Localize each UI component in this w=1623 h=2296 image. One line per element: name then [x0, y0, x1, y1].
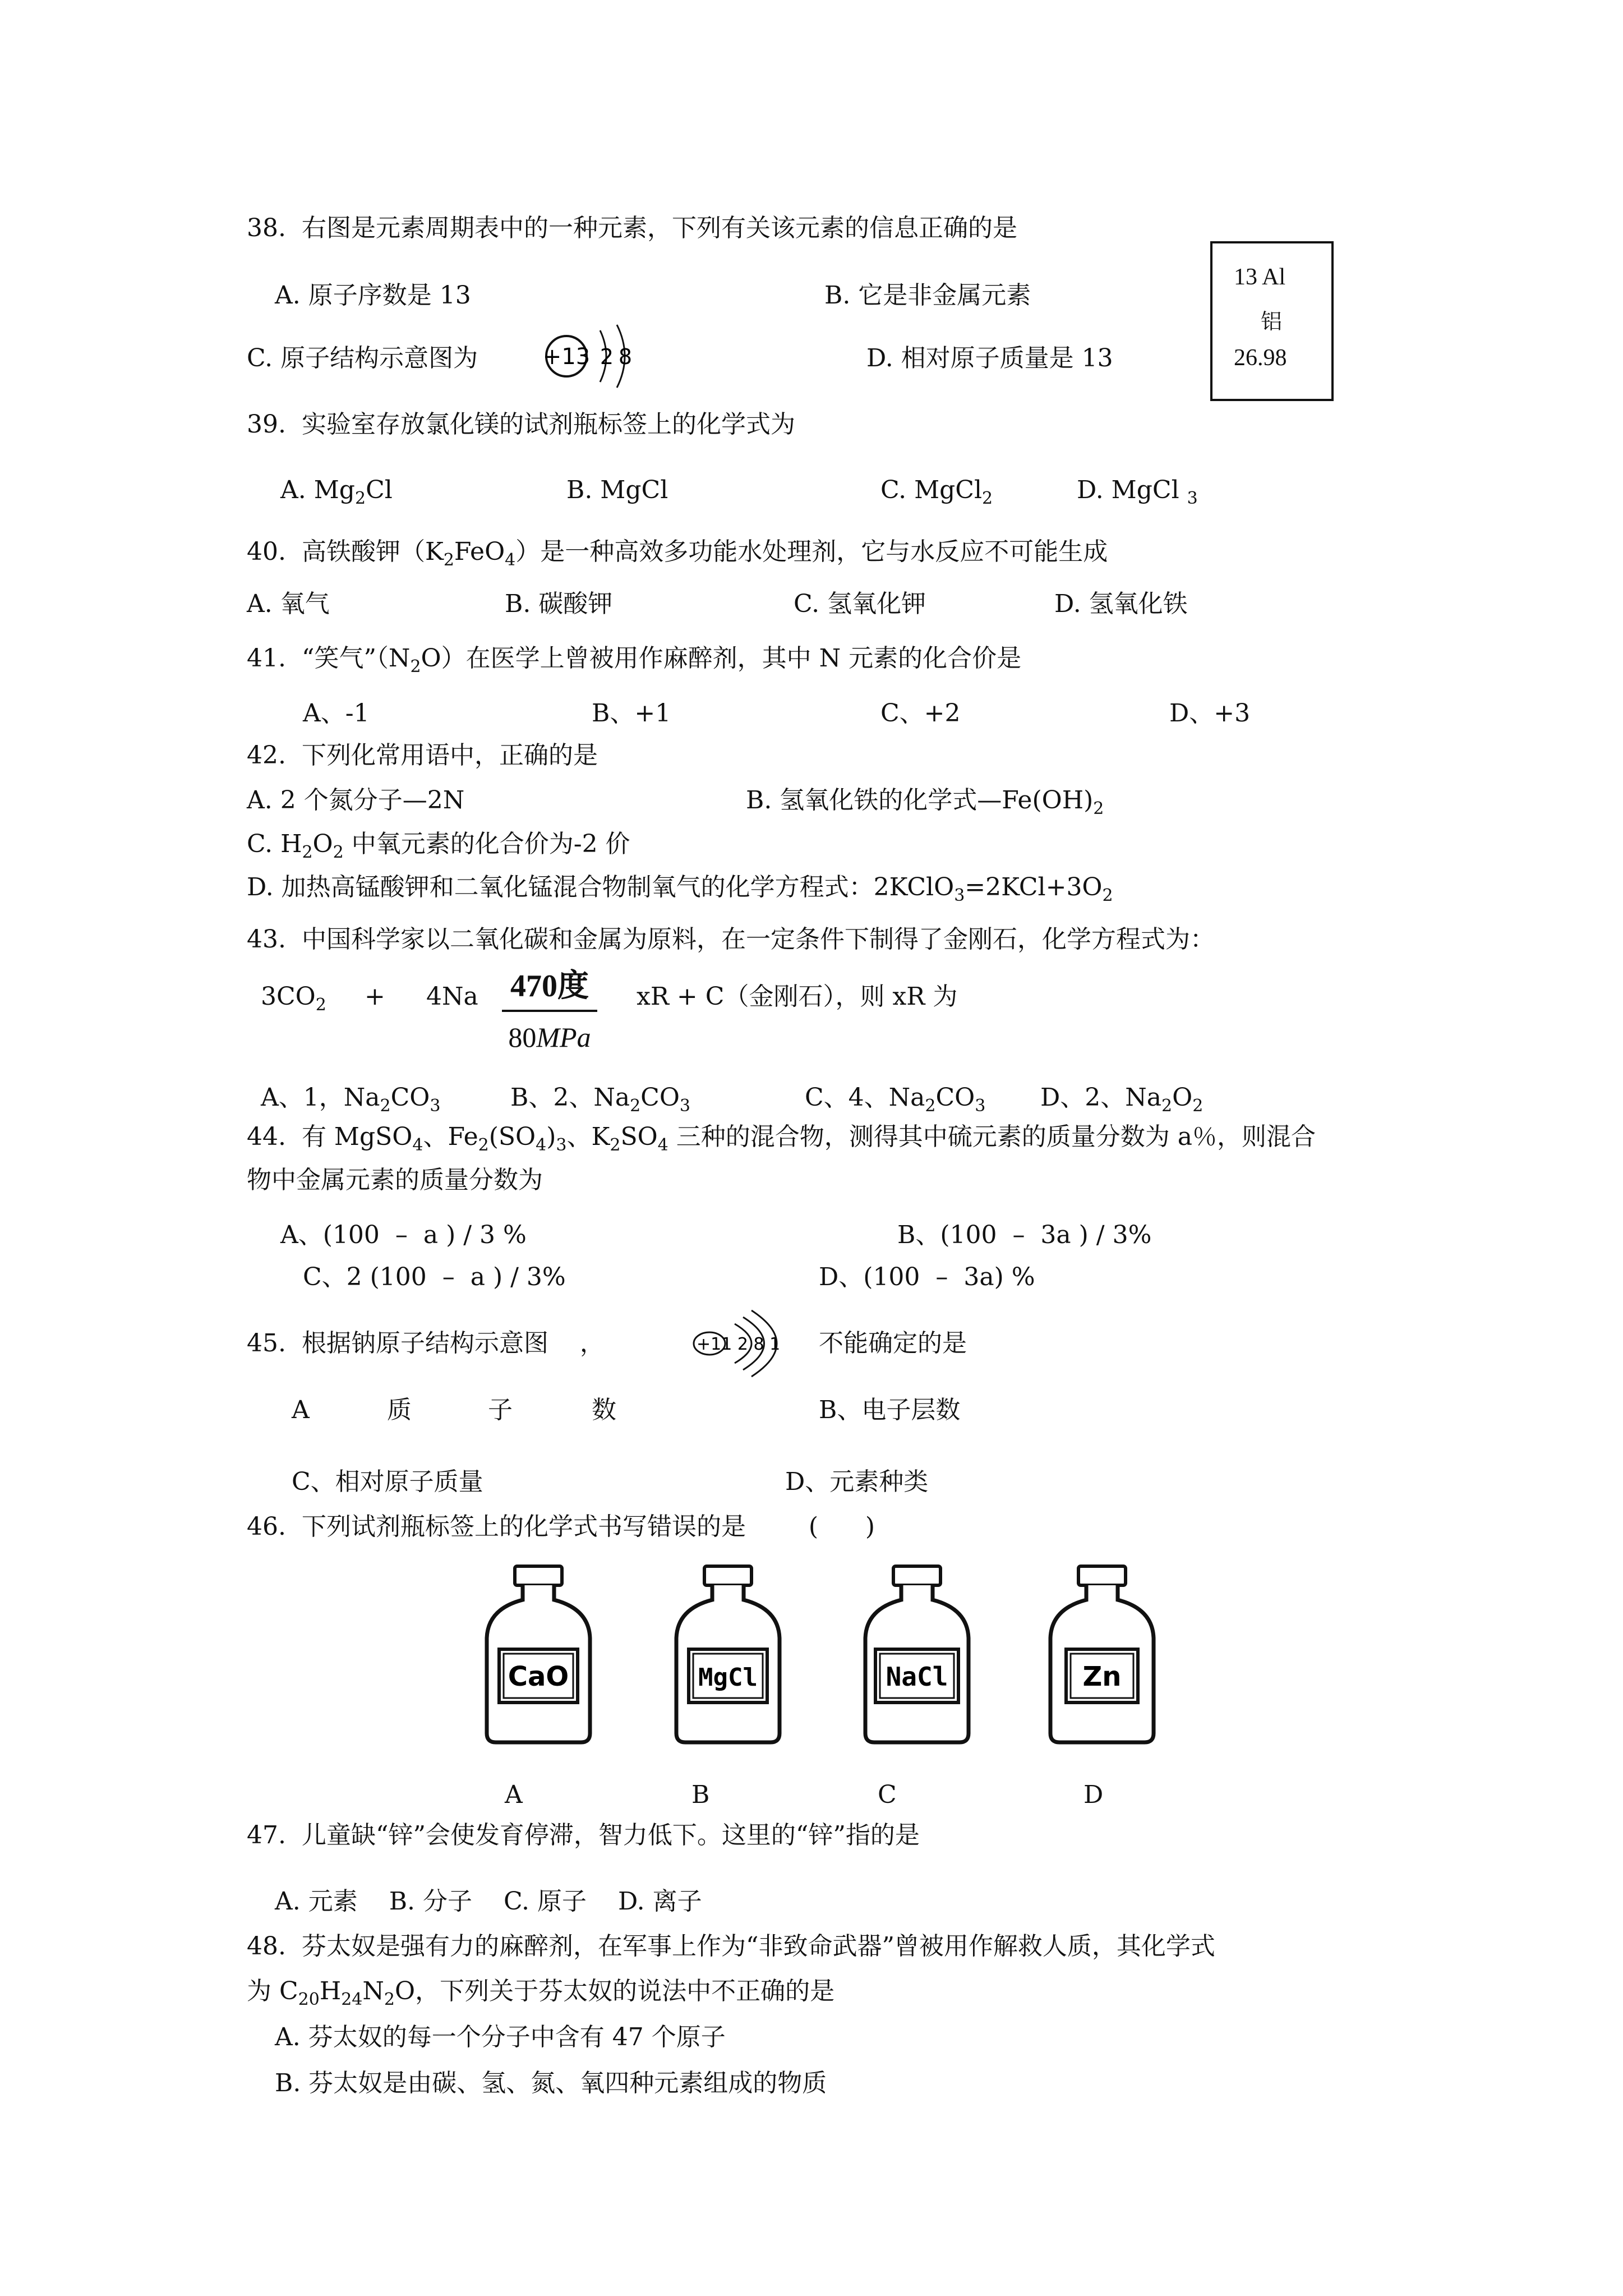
q39-stem: 39. 实验室存放氯化镁的试剂瓶标签上的化学式为 [247, 410, 795, 439]
q44-stem: 44. 有 MgSO$_4$、$Fe_2(SO_4)_3$、$K_2SO_4$ 三种的混合物，测得其中硫元素的质量分数为 a％，则混合 [247, 1122, 1316, 1155]
q44-option-a: A、(100 – a ) / 3 % [280, 1221, 527, 1249]
q45-option-a-char2: 子 [488, 1396, 513, 1424]
q40-option-b: B. 碳酸钾 [505, 590, 613, 618]
q45-stem: 45. 根据钠原子结构示意图 ， [247, 1329, 605, 1358]
atom-shell-2: 8 [618, 344, 633, 369]
q40-option-d: D. 氢氧化铁 [1054, 590, 1188, 618]
equation-plus: + [365, 982, 385, 1011]
q41-option-a: A、-1 [303, 699, 370, 728]
q43-option-c: C、4、$Na_2CO_3$ [805, 1083, 986, 1116]
q38-option-b: B. 它是非金属元素 [824, 281, 1031, 310]
reaction-conditions [502, 970, 597, 1051]
q39-option-b: B. MgCl [566, 476, 668, 504]
atom-nucleus-label: +13 [542, 344, 591, 370]
element-number-symbol: 13 Al [1234, 264, 1286, 290]
q48-option-b: B. 芬太奴是由碳、氢、氮、氧四种元素组成的物质 [275, 2069, 827, 2097]
q44-option-c: C、2 (100 – a ) / 3% [303, 1263, 566, 1291]
q40-stem: 40. 高铁酸钾$(K_2FeO_4)$是一种高效多功能水处理剂，它与水反应不可能生成 [247, 537, 1108, 570]
q38-option-a: A. 原子序数是 13 [275, 281, 471, 310]
q44-stem-line2: 物中金属元素的质量分数为 [247, 1166, 543, 1194]
q43-option-d: D、2、$Na_2O_2$ [1040, 1083, 1204, 1116]
q45-stem-tail: 不能确定的是 [819, 1329, 967, 1358]
condition-pressure: 80MPa [508, 1022, 591, 1053]
q39-option-d: D. MgCl $_3$ [1077, 476, 1198, 508]
q48-stem: 48. 芬太奴是强有力的麻醉剂，在军事上作为“非致命武器”曾被用作解救人质，其化学式 [247, 1932, 1215, 1961]
q47-stem: 47. 儿童缺“锌”会使发育停滞，智力低下。这里的“锌”指的是 [247, 1821, 920, 1849]
aluminum-atom-diagram [544, 328, 656, 390]
q48-formula-line: 为 $C_{20}H_{24}N_2O$，下列关于芬太奴的说法中不正确的是 [247, 1977, 835, 2009]
q44-option-d: D、(100 – 3a) % [819, 1263, 1035, 1291]
equation-na: 4Na [426, 982, 478, 1011]
q39-option-a: A. $Mg_2Cl$ [280, 476, 393, 508]
q47-options: A. 元素 B. 分子 C. 原子 D. 离子 [275, 1887, 702, 1916]
q45-option-d: D、元素种类 [785, 1467, 929, 1496]
element-name: 铝 [1261, 309, 1283, 334]
q45-option-a-letter: A [292, 1396, 310, 1424]
bottle-letter-d: D [1083, 1780, 1104, 1809]
atom-shell-1: 2 [600, 344, 614, 369]
q38-option-d: D. 相对原子质量是 13 [866, 344, 1113, 372]
element-mass: 26.98 [1234, 345, 1287, 371]
element-box-aluminum [1210, 241, 1334, 401]
q43-stem: 43. 中国科学家以二氧化碳和金属为原料，在一定条件下制得了金刚石，化学方程式为： [247, 925, 1215, 954]
bottle-b-label: MgCl [698, 1663, 758, 1692]
q45-option-b: B、电子层数 [819, 1396, 961, 1424]
sodium-atom-diagram [690, 1301, 819, 1380]
q38-option-c: C. 原子结构示意图为 [247, 344, 478, 372]
equation-co2: $3CO_2$ [261, 982, 326, 1015]
q42-option-b: B. 氢氧化铁的化学式$—Fe(OH)_2$ [746, 786, 1104, 818]
bottle-letter-a: A [505, 1780, 523, 1809]
q39-option-c: C. MgCl$_2$ [880, 476, 993, 508]
bottle-a-label: CaO [508, 1661, 569, 1692]
bottle-d-label: Zn [1082, 1661, 1122, 1692]
q41-option-d: D、+3 [1169, 699, 1251, 728]
q43-option-b: B、2、$Na_2CO_3$ [510, 1083, 690, 1116]
q40-option-c: C. 氢氧化钾 [794, 590, 926, 618]
sodium-atom-label: +11 2 8 1 [697, 1335, 781, 1354]
q38-stem: 38. 右图是元素周期表中的一种元素，下列有关该元素的信息正确的是 [247, 214, 1017, 242]
reagent-bottle-d [1046, 1565, 1158, 1745]
q42-option-a: A. 2 个氮分子—2N [247, 786, 465, 815]
condition-temperature: 470度 [510, 969, 589, 1004]
bottle-c-label: NaCl [886, 1662, 948, 1692]
reagent-bottle-a [482, 1565, 594, 1745]
equation-right: xR + C（金刚石），则 xR 为 [637, 982, 958, 1011]
q40-option-a: A. 氧气 [247, 590, 330, 618]
q48-option-a: A. 芬太奴的每一个分子中含有 47 个原子 [275, 2023, 726, 2051]
q42-option-d: D. 加热高锰酸钾和二氧化锰混合物制氧气的化学方程式：$2KClO_3=2KCl+3O_2$ [247, 873, 1113, 905]
q45-option-c: C、相对原子质量 [292, 1467, 483, 1496]
q41-stem: 41. “笑气$”(N_2O)$在医学上曾被用作麻醉剂，其中 N 元素的化合价是 [247, 644, 1022, 677]
bottle-letter-b: B [691, 1780, 710, 1809]
q42-option-c: C. $H_2O_2$ 中氧元素的化合价为-2 价 [247, 830, 630, 862]
condition-divider [502, 1010, 597, 1012]
q41-option-b: B、+1 [592, 699, 671, 728]
bottle-letter-c: C [878, 1780, 897, 1809]
q41-option-c: C、+2 [880, 699, 961, 728]
reagent-bottle-b [672, 1565, 784, 1745]
q45-option-a-char1: 质 [387, 1396, 412, 1424]
q42-stem: 42. 下列化常用语中，正确的是 [247, 741, 598, 770]
reagent-bottle-c [861, 1565, 973, 1745]
q46-stem: 46. 下列试剂瓶标签上的化学式书写错误的是 ( ) [247, 1512, 875, 1541]
q44-option-b: B、(100 – 3a ) / 3% [897, 1221, 1152, 1249]
q43-option-a: A、1，$Na_2CO_3$ [261, 1083, 441, 1116]
q45-option-a-char3: 数 [592, 1396, 616, 1424]
